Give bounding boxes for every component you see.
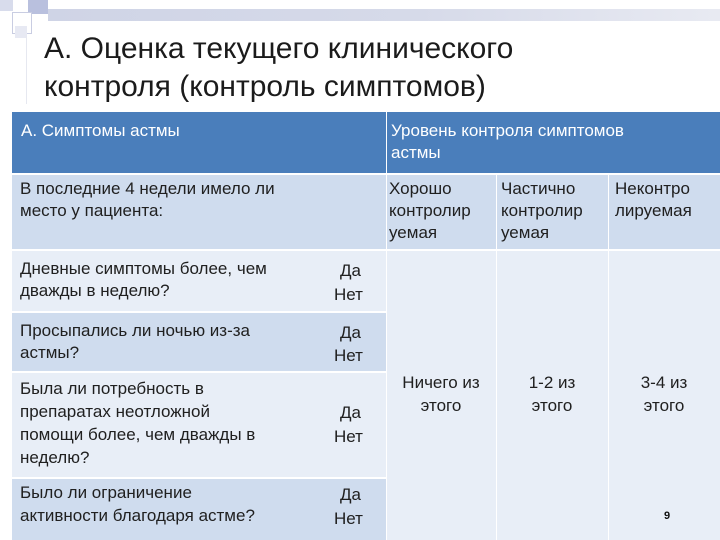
level-text: лируемая — [615, 201, 692, 220]
result-cell-good — [386, 250, 496, 540]
level-text: Хорошо — [389, 179, 452, 198]
question-intro-cell — [12, 174, 386, 250]
question-intro-line: место у пациента: — [20, 201, 164, 220]
question-text: Просыпались ли ночью из-за — [20, 321, 250, 340]
table-row — [12, 478, 386, 540]
table-row — [12, 250, 386, 312]
table-row — [12, 372, 386, 478]
level-text: контролир — [501, 201, 583, 220]
result-text: этого — [643, 396, 685, 415]
table-divider — [608, 174, 609, 540]
level-cell-good — [386, 174, 496, 250]
answer-yes: Да — [340, 261, 361, 280]
question-text: неделю? — [20, 448, 90, 467]
slide-title-line: А. Оценка текущего клинического — [44, 32, 514, 65]
answer-no: Нет — [334, 285, 363, 304]
result-text: 3-4 из — [640, 373, 688, 392]
table-header-right — [386, 112, 720, 174]
answer-yes: Да — [340, 323, 361, 342]
table-divider — [12, 371, 386, 373]
table-divider — [386, 112, 387, 540]
level-text: Неконтро — [615, 179, 690, 198]
table-row — [12, 312, 386, 372]
result-text: этого — [420, 396, 462, 415]
table-header-right-line: астмы — [391, 143, 441, 162]
answer-no: Нет — [334, 346, 363, 365]
decor-square — [0, 0, 13, 11]
question-intro-line: В последние 4 недели имело ли — [20, 179, 275, 198]
result-cell-uncontrolled — [608, 250, 720, 540]
table-header-left-label: А. Симптомы астмы — [21, 121, 180, 140]
table-divider — [12, 311, 386, 313]
decor-left-bar — [26, 36, 33, 104]
page-number: 9 — [664, 510, 671, 522]
slide-title-line: контроля (контроль симптомов) — [44, 70, 486, 103]
question-text: помощи более, чем дважды в — [20, 425, 256, 444]
answer-no: Нет — [334, 509, 363, 528]
table-divider — [12, 173, 720, 175]
level-text: уемая — [389, 223, 438, 242]
question-text: дважды в неделю? — [20, 281, 170, 300]
table-divider — [12, 249, 720, 251]
level-text: контролир — [389, 201, 471, 220]
answer-yes: Да — [340, 485, 361, 504]
result-text: 1-2 из — [528, 373, 576, 392]
result-text: Ничего из — [402, 373, 480, 392]
level-text: уемая — [501, 223, 550, 242]
result-text: этого — [531, 396, 573, 415]
decor-top-bar — [48, 9, 720, 21]
question-text: Было ли ограничение — [20, 483, 192, 502]
question-text: астмы? — [20, 343, 80, 362]
question-text: активности благодаря астме? — [20, 506, 255, 525]
question-text: Дневные симптомы более, чем — [20, 259, 267, 278]
level-cell-uncontrolled — [608, 174, 720, 250]
table-header-right-line: Уровень контроля симптомов — [391, 121, 624, 140]
level-cell-partial — [496, 174, 608, 250]
answer-no: Нет — [334, 427, 363, 446]
level-text: Частично — [501, 179, 576, 198]
table-divider — [12, 477, 386, 479]
result-cell-partial — [496, 250, 608, 540]
table-divider — [496, 174, 497, 540]
slide-title — [44, 30, 704, 106]
table-header-left — [12, 112, 386, 174]
answer-yes: Да — [340, 403, 361, 422]
question-text: препаратах неотложной — [20, 402, 211, 421]
question-text: Была ли потребность в — [20, 379, 204, 398]
